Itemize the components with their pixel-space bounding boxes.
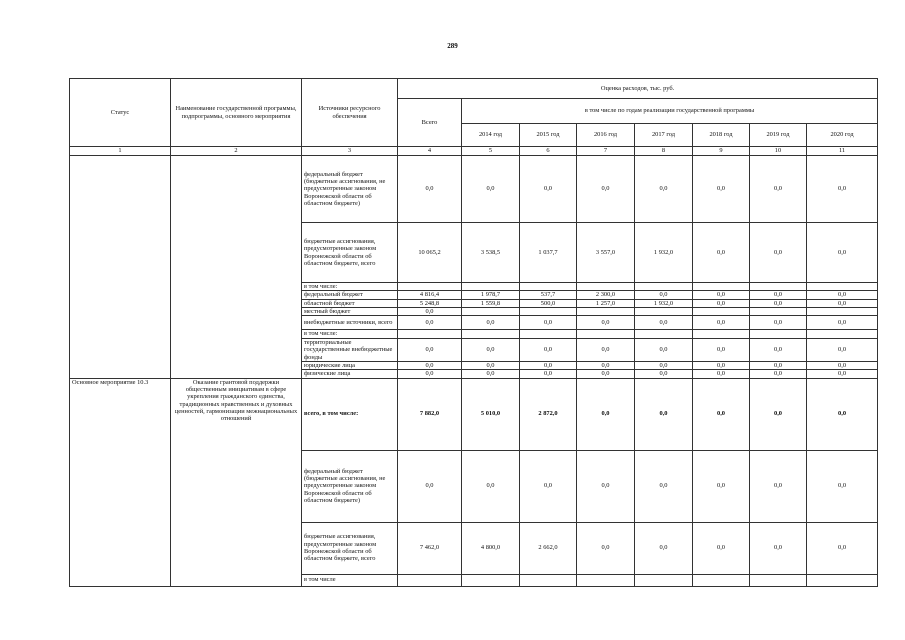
source-cell: бюджетные ассигнования, предусмотренные законом Воронежской области об областном бюджете, всего xyxy=(302,223,398,283)
value-cell: 0,0 xyxy=(807,370,878,378)
source-cell: федеральный бюджет xyxy=(302,291,398,299)
value-cell: 0,0 xyxy=(577,450,635,522)
source-cell: физические лица xyxy=(302,370,398,378)
value-cell xyxy=(750,283,807,291)
value-cell xyxy=(520,283,577,291)
value-cell: 0,0 xyxy=(462,450,520,522)
value-cell xyxy=(462,283,520,291)
value-cell: 0,0 xyxy=(750,370,807,378)
value-cell xyxy=(750,574,807,586)
value-cell: 4 800,0 xyxy=(462,522,520,574)
header-year: 2019 год xyxy=(750,124,807,147)
value-cell xyxy=(520,330,577,338)
value-cell xyxy=(635,308,693,316)
value-cell xyxy=(807,330,878,338)
value-cell xyxy=(577,283,635,291)
value-cell: 0,0 xyxy=(750,338,807,361)
header-total: Всего xyxy=(398,99,462,147)
value-cell: 0,0 xyxy=(807,156,878,223)
measure-status: Основное мероприятие 10.3 xyxy=(70,378,171,586)
source-cell: бюджетные ассигнования, предусмотренные законом Воронежской области об областном бюджете, всего xyxy=(302,522,398,574)
value-cell: 0,0 xyxy=(577,378,635,450)
value-cell: 0,0 xyxy=(635,370,693,378)
column-number: 6 xyxy=(520,147,577,156)
value-cell: 0,0 xyxy=(635,316,693,330)
value-cell: 0,0 xyxy=(693,299,750,307)
value-cell xyxy=(462,574,520,586)
value-cell: 2 300,0 xyxy=(577,291,635,299)
source-cell: областной бюджет xyxy=(302,299,398,307)
column-number: 7 xyxy=(577,147,635,156)
value-cell: 0,0 xyxy=(807,338,878,361)
value-cell xyxy=(462,330,520,338)
page-number: 289 xyxy=(447,42,458,50)
value-cell: 0,0 xyxy=(398,316,462,330)
column-number: 8 xyxy=(635,147,693,156)
column-number: 10 xyxy=(750,147,807,156)
value-cell: 0,0 xyxy=(520,450,577,522)
measure-10-3-rows xyxy=(70,378,878,586)
value-cell xyxy=(398,283,462,291)
value-cell: 3 557,0 xyxy=(577,223,635,283)
table-row xyxy=(70,378,878,450)
value-cell: 0,0 xyxy=(635,291,693,299)
header-source: Источники ресурсного обеспечения xyxy=(302,79,398,147)
value-cell xyxy=(520,308,577,316)
value-cell: 1 037,7 xyxy=(520,223,577,283)
value-cell: 1 932,0 xyxy=(635,223,693,283)
value-cell xyxy=(750,308,807,316)
value-cell: 0,0 xyxy=(807,299,878,307)
value-cell: 0,0 xyxy=(693,361,750,369)
value-cell: 0,0 xyxy=(693,156,750,223)
value-cell: 0,0 xyxy=(750,223,807,283)
value-cell: 0,0 xyxy=(577,522,635,574)
column-number: 1 xyxy=(70,147,171,156)
value-cell: 0,0 xyxy=(693,223,750,283)
column-number: 3 xyxy=(302,147,398,156)
value-cell: 0,0 xyxy=(577,370,635,378)
column-number: 4 xyxy=(398,147,462,156)
value-cell xyxy=(462,308,520,316)
value-cell xyxy=(398,574,462,586)
measure-name: Оказание грантовой поддержки общественным инициативам в сфере укрепления гражданского единства, традиционных нравственных и духовных ценностей, гармонизации межнациональных отношений xyxy=(171,378,302,586)
status-cell xyxy=(70,156,171,379)
value-cell: 0,0 xyxy=(807,316,878,330)
header-year: 2017 год xyxy=(635,124,693,147)
value-cell: 0,0 xyxy=(693,450,750,522)
value-cell: 0,0 xyxy=(750,316,807,330)
value-cell: 0,0 xyxy=(635,361,693,369)
value-cell: 500,0 xyxy=(520,299,577,307)
header-year: 2014 год xyxy=(462,124,520,147)
source-cell: в том числе: xyxy=(302,283,398,291)
value-cell: 7 882,0 xyxy=(398,378,462,450)
column-numbers-row xyxy=(70,147,878,156)
value-cell xyxy=(693,308,750,316)
value-cell: 7 462,0 xyxy=(398,522,462,574)
value-cell: 0,0 xyxy=(398,370,462,378)
value-cell: 0,0 xyxy=(693,338,750,361)
value-cell: 0,0 xyxy=(693,316,750,330)
value-cell: 0,0 xyxy=(807,361,878,369)
value-cell: 0,0 xyxy=(577,361,635,369)
value-cell: 0,0 xyxy=(520,316,577,330)
value-cell: 0,0 xyxy=(462,156,520,223)
value-cell xyxy=(398,330,462,338)
value-cell: 0,0 xyxy=(693,378,750,450)
value-cell xyxy=(520,574,577,586)
value-cell: 1 257,0 xyxy=(577,299,635,307)
value-cell: 2 872,0 xyxy=(520,378,577,450)
column-number: 9 xyxy=(693,147,750,156)
source-cell: внебюджетные источники, всего xyxy=(302,316,398,330)
header-year: 2015 год xyxy=(520,124,577,147)
source-cell: федеральный бюджет (бюджетные ассигнования, не предусмотренные законом Воронежской области об областном бюджете) xyxy=(302,450,398,522)
value-cell: 0,0 xyxy=(750,522,807,574)
value-cell: 0,0 xyxy=(520,338,577,361)
value-cell: 1 932,0 xyxy=(635,299,693,307)
header-name: Наименование государственной программы, подпрограммы, основного мероприятия xyxy=(171,79,302,147)
value-cell xyxy=(577,330,635,338)
value-cell: 2 662,0 xyxy=(520,522,577,574)
value-cell xyxy=(807,283,878,291)
value-cell: 0,0 xyxy=(807,291,878,299)
value-cell: 3 538,5 xyxy=(462,223,520,283)
value-cell xyxy=(807,308,878,316)
value-cell: 0,0 xyxy=(635,338,693,361)
value-cell: 5 248,8 xyxy=(398,299,462,307)
value-cell: 0,0 xyxy=(462,361,520,369)
source-cell: в том числе xyxy=(302,574,398,586)
value-cell: 1 559,8 xyxy=(462,299,520,307)
value-cell: 0,0 xyxy=(807,522,878,574)
value-cell: 0,0 xyxy=(635,156,693,223)
expenditure-table xyxy=(69,78,878,587)
header-year: 2016 год xyxy=(577,124,635,147)
value-cell: 0,0 xyxy=(635,522,693,574)
value-cell: 537,7 xyxy=(520,291,577,299)
column-number: 2 xyxy=(171,147,302,156)
value-cell: 1 978,7 xyxy=(462,291,520,299)
value-cell xyxy=(693,283,750,291)
value-cell: 4 816,4 xyxy=(398,291,462,299)
value-cell: 10 065,2 xyxy=(398,223,462,283)
value-cell: 0,0 xyxy=(750,378,807,450)
value-cell: 0,0 xyxy=(750,156,807,223)
value-cell: 0,0 xyxy=(693,522,750,574)
source-cell: местный бюджет xyxy=(302,308,398,316)
value-cell: 0,0 xyxy=(398,361,462,369)
value-cell: 0,0 xyxy=(398,338,462,361)
value-cell: 0,0 xyxy=(520,156,577,223)
source-cell: в том числе: xyxy=(302,330,398,338)
source-cell: юридические лица xyxy=(302,361,398,369)
value-cell: 0,0 xyxy=(693,370,750,378)
column-number: 5 xyxy=(462,147,520,156)
value-cell: 0,0 xyxy=(577,316,635,330)
header-year: 2018 год xyxy=(693,124,750,147)
value-cell xyxy=(635,574,693,586)
value-cell: 0,0 xyxy=(462,370,520,378)
value-cell xyxy=(807,574,878,586)
value-cell: 0,0 xyxy=(807,223,878,283)
header-estimate: Оценка расходов, тыс. руб. xyxy=(398,79,878,99)
value-cell: 0,0 xyxy=(693,291,750,299)
header-year: 2020 год xyxy=(807,124,878,147)
value-cell: 0,0 xyxy=(635,378,693,450)
value-cell: 0,0 xyxy=(635,450,693,522)
value-cell xyxy=(635,330,693,338)
header-by-years: в том числе по годам реализации государственной программы xyxy=(462,99,878,124)
table-row xyxy=(70,156,878,223)
value-cell: 0,0 xyxy=(577,338,635,361)
continuation-rows xyxy=(70,156,878,379)
source-cell: всего, в том числе: xyxy=(302,378,398,450)
value-cell: 0,0 xyxy=(750,299,807,307)
value-cell: 0,0 xyxy=(750,361,807,369)
value-cell xyxy=(635,283,693,291)
column-number: 11 xyxy=(807,147,878,156)
value-cell: 0,0 xyxy=(750,291,807,299)
value-cell: 0,0 xyxy=(750,450,807,522)
value-cell: 0,0 xyxy=(807,450,878,522)
name-cell xyxy=(171,156,302,379)
value-cell xyxy=(693,330,750,338)
value-cell: 0,0 xyxy=(398,156,462,223)
value-cell: 0,0 xyxy=(398,308,462,316)
value-cell: 0,0 xyxy=(577,156,635,223)
value-cell xyxy=(750,330,807,338)
value-cell: 0,0 xyxy=(462,316,520,330)
value-cell: 0,0 xyxy=(398,450,462,522)
value-cell: 0,0 xyxy=(462,338,520,361)
value-cell: 0,0 xyxy=(807,378,878,450)
value-cell: 0,0 xyxy=(520,370,577,378)
header-status: Статус xyxy=(70,79,171,147)
value-cell: 5 010,0 xyxy=(462,378,520,450)
value-cell xyxy=(577,308,635,316)
source-cell: федеральный бюджет (бюджетные ассигнования, не предусмотренные законом Воронежской области об областном бюджете) xyxy=(302,156,398,223)
value-cell xyxy=(577,574,635,586)
source-cell: территориальные государственные внебюджетные фонды xyxy=(302,338,398,361)
value-cell: 0,0 xyxy=(520,361,577,369)
value-cell xyxy=(693,574,750,586)
